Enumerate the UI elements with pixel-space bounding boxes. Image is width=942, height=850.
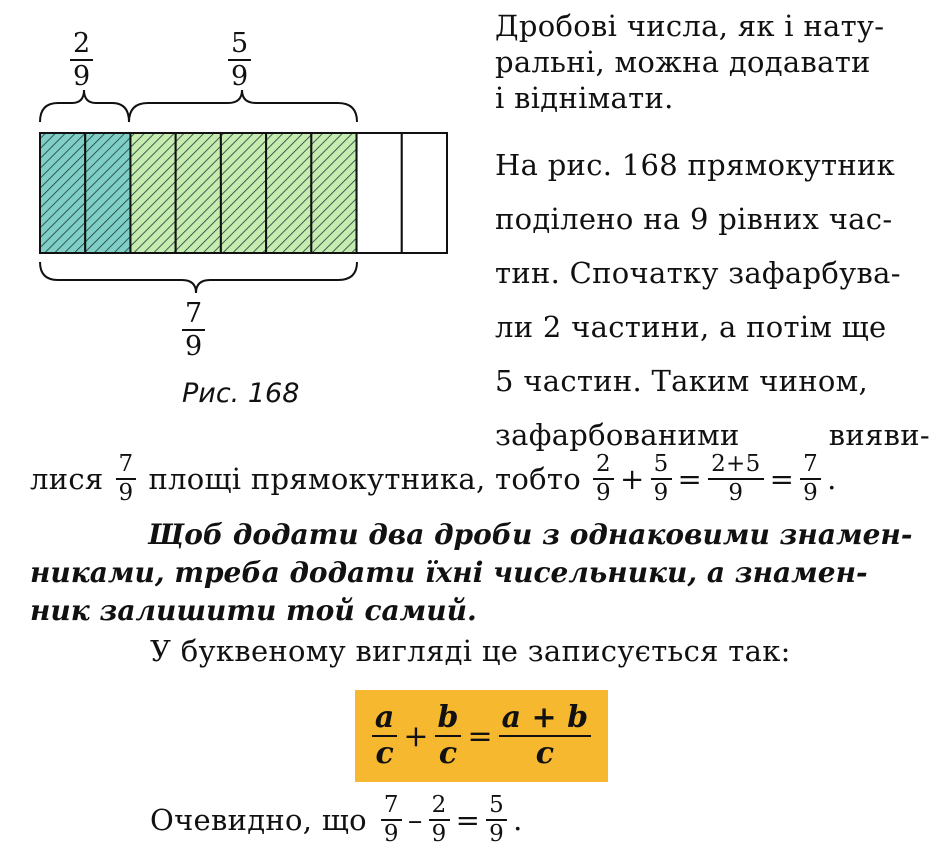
rect-part-hatch	[176, 133, 221, 253]
explain-line: 5 частин. Таким чином,	[495, 364, 869, 398]
explain-line: На рис. 168 прямокутник	[495, 148, 896, 182]
explain-line: ли 2 частини, а потім ще	[495, 310, 887, 344]
explain-line: тин. Спочатку зафарбува-	[495, 256, 901, 290]
rule-line: ник залишити той самий.	[30, 594, 477, 627]
formula-a: $\frac{a}{c}$	[372, 703, 397, 769]
rect-part-hatch	[40, 133, 85, 253]
rule-line: Щоб додати два дроби з однаковими знамен-	[148, 518, 913, 551]
formula-result: $\frac{a + b}{c}$	[499, 703, 591, 769]
figure-caption: Рис. 168	[182, 378, 300, 409]
bottom-brace	[40, 262, 357, 293]
explain-line: поділено на 9 рівних час-	[495, 202, 893, 236]
rect-part-hatch	[85, 133, 130, 253]
rect-part	[402, 133, 447, 253]
obvious-end: .	[513, 803, 523, 837]
minus-sign: –	[407, 803, 423, 837]
intro-line: і віднімати.	[495, 81, 674, 115]
fraction-seven-ninths-diff: $\frac{7}{9}$	[381, 794, 402, 846]
top-left-brace	[40, 90, 129, 122]
fraction-five-ninths: $\frac{5}{9}$	[228, 30, 251, 90]
equals-sign: =	[769, 462, 795, 496]
sum-middle: площі прямокутника, тобто	[148, 462, 582, 496]
obvious-line	[150, 793, 523, 847]
rect-part-hatch	[311, 133, 356, 253]
formula-equals: =	[467, 718, 493, 754]
fraction-d: $\frac{7}{9}$	[800, 453, 821, 505]
explain-paragraph	[495, 138, 935, 462]
rect-part-hatch	[221, 133, 266, 253]
fraction-seven-ninths: $\frac{7}{9}$	[182, 300, 205, 360]
figure-168	[0, 0, 470, 420]
equals-sign: =	[455, 803, 481, 837]
sum-line	[30, 452, 837, 506]
rule-line: никами, треба додати їхні чисельники, а знамен-	[30, 556, 868, 589]
plus-sign: +	[619, 462, 645, 496]
fraction-two-ninths-diff: $\frac{2}{9}$	[429, 794, 450, 846]
top-right-brace	[129, 90, 357, 122]
formula-box	[355, 690, 608, 782]
fraction-c: $\frac{2+5}{9}$	[708, 453, 763, 505]
formula-b: $\frac{b}{c}$	[435, 703, 462, 769]
explain-word: зафарбованими	[495, 418, 740, 452]
fraction-seven-ninths-inline: $\frac{7}{9}$	[116, 453, 137, 505]
fraction-two-ninths: $\frac{2}{9}$	[70, 30, 93, 90]
sum-end: .	[827, 462, 837, 496]
letter-form-text: У буквеному вигляді це записується так:	[150, 634, 791, 668]
intro-paragraph	[495, 8, 935, 116]
formula-plus: +	[403, 718, 429, 754]
equals-sign: =	[677, 462, 703, 496]
obvious-text: Очевидно, що	[150, 803, 367, 837]
fraction-five-ninths-diff: $\frac{5}{9}$	[486, 794, 507, 846]
rect-part-hatch	[266, 133, 311, 253]
rect-part	[357, 133, 402, 253]
formula	[372, 700, 591, 771]
intro-line: ральні, можна додавати	[495, 45, 871, 79]
rule-paragraph	[30, 516, 912, 630]
explain-word: вияви-	[828, 418, 930, 452]
sum-prefix: лися	[30, 462, 104, 496]
fraction-a: $\frac{2}{9}$	[593, 453, 614, 505]
fraction-b: $\frac{5}{9}$	[651, 453, 672, 505]
rect-part-hatch	[130, 133, 175, 253]
intro-line: Дробові числа, як і нату-	[495, 9, 885, 43]
